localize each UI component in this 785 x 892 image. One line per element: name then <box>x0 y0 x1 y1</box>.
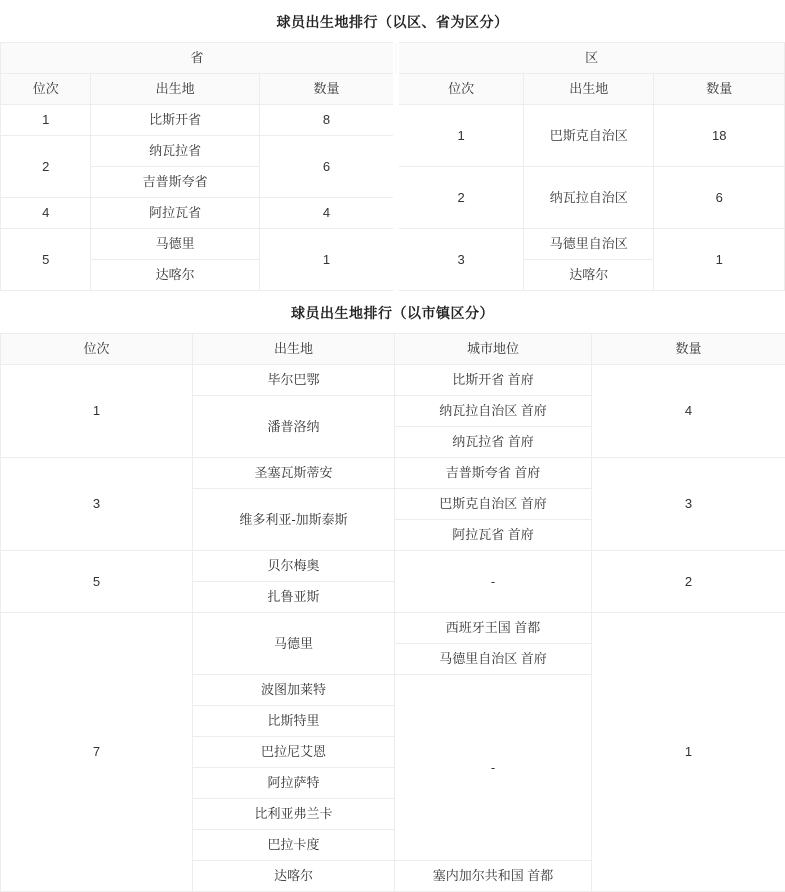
col-city-status: 城市地位 <box>395 334 592 365</box>
birthplace-cell: 波图加莱特 <box>193 675 395 706</box>
province-rank: 2 <box>1 136 91 198</box>
province-count: 1 <box>259 229 394 291</box>
table-row <box>1 365 785 396</box>
province-birthplace: 达喀尔 <box>91 260 259 291</box>
birthplace-cell: 潘普洛纳 <box>193 396 395 458</box>
province-rank: 4 <box>1 198 91 229</box>
region-birthplace: 达喀尔 <box>523 260 653 291</box>
birthplace-cell: 巴拉尼艾恩 <box>193 737 395 768</box>
city-status-cell: 纳瓦拉自治区 首府 <box>395 396 592 427</box>
birthplace-by-region-province-table <box>0 42 785 291</box>
region-birthplace: 巴斯克自治区 <box>523 105 653 167</box>
city-status-cell: 塞内加尔共和国 首都 <box>395 861 592 892</box>
birthplace-cell: 圣塞瓦斯蒂安 <box>193 458 395 489</box>
col-region-rank: 位次 <box>398 74 523 105</box>
city-status-cell: 马德里自治区 首府 <box>395 644 592 675</box>
birthplace-cell: 维多利亚-加斯泰斯 <box>193 489 395 551</box>
table-row <box>1 613 785 644</box>
city-status-cell: 阿拉瓦省 首府 <box>395 520 592 551</box>
birthplace-cell: 比利亚弗兰卡 <box>193 799 395 830</box>
count-cell: 3 <box>592 458 785 551</box>
col-rank: 位次 <box>1 334 193 365</box>
birthplace-cell: 扎鲁亚斯 <box>193 582 395 613</box>
province-count: 4 <box>259 198 394 229</box>
birthplace-cell: 巴拉卡度 <box>193 830 395 861</box>
city-status-cell: - <box>395 551 592 613</box>
col-province-count: 数量 <box>259 74 394 105</box>
region-rank: 3 <box>398 229 523 291</box>
group-header-region: 区 <box>398 43 784 74</box>
birthplace-cell: 比斯特里 <box>193 706 395 737</box>
province-rank: 1 <box>1 105 91 136</box>
city-status-cell: 比斯开省 首府 <box>395 365 592 396</box>
count-cell: 4 <box>592 365 785 458</box>
region-count: 18 <box>654 105 785 167</box>
table2-title: 球员出生地排行（以市镇区分） <box>0 291 785 333</box>
col-region-count: 数量 <box>654 74 785 105</box>
birthplace-cell: 贝尔梅奥 <box>193 551 395 582</box>
column-header-row <box>1 74 785 105</box>
city-status-cell: - <box>395 675 592 861</box>
city-status-cell: 西班牙王国 首都 <box>395 613 592 644</box>
col-province-birthplace: 出生地 <box>91 74 259 105</box>
province-birthplace: 马德里 <box>91 229 259 260</box>
region-birthplace: 马德里自治区 <box>523 229 653 260</box>
province-birthplace: 阿拉瓦省 <box>91 198 259 229</box>
col-count: 数量 <box>592 334 785 365</box>
table-row <box>1 229 785 260</box>
table-row <box>1 105 785 136</box>
table-row <box>1 458 785 489</box>
rank-cell: 7 <box>1 613 193 892</box>
city-status-cell: 纳瓦拉省 首府 <box>395 427 592 458</box>
group-header-row <box>1 43 785 74</box>
birthplace-cell: 毕尔巴鄂 <box>193 365 395 396</box>
count-cell: 2 <box>592 551 785 613</box>
city-status-cell: 巴斯克自治区 首府 <box>395 489 592 520</box>
birthplace-cell: 达喀尔 <box>193 861 395 892</box>
column-header-row <box>1 334 785 365</box>
city-status-cell: 吉普斯夸省 首府 <box>395 458 592 489</box>
birthplace-by-municipality-table <box>0 333 785 892</box>
table-row <box>1 551 785 582</box>
rank-cell: 3 <box>1 458 193 551</box>
group-header-province: 省 <box>1 43 395 74</box>
region-rank: 1 <box>398 105 523 167</box>
col-province-rank: 位次 <box>1 74 91 105</box>
province-rank: 5 <box>1 229 91 291</box>
count-cell: 1 <box>592 613 785 892</box>
province-birthplace: 纳瓦拉省 <box>91 136 259 167</box>
col-birthplace: 出生地 <box>193 334 395 365</box>
region-count: 1 <box>654 229 785 291</box>
rank-cell: 5 <box>1 551 193 613</box>
province-birthplace: 吉普斯夸省 <box>91 167 259 198</box>
region-count: 6 <box>654 167 785 229</box>
birthplace-cell: 马德里 <box>193 613 395 675</box>
province-count: 6 <box>259 136 394 198</box>
region-birthplace: 纳瓦拉自治区 <box>523 167 653 229</box>
province-birthplace: 比斯开省 <box>91 105 259 136</box>
province-count: 8 <box>259 105 394 136</box>
birthplace-cell: 阿拉萨特 <box>193 768 395 799</box>
rank-cell: 1 <box>1 365 193 458</box>
region-rank: 2 <box>398 167 523 229</box>
table1-title: 球员出生地排行（以区、省为区分） <box>0 0 785 42</box>
col-region-birthplace: 出生地 <box>523 74 653 105</box>
